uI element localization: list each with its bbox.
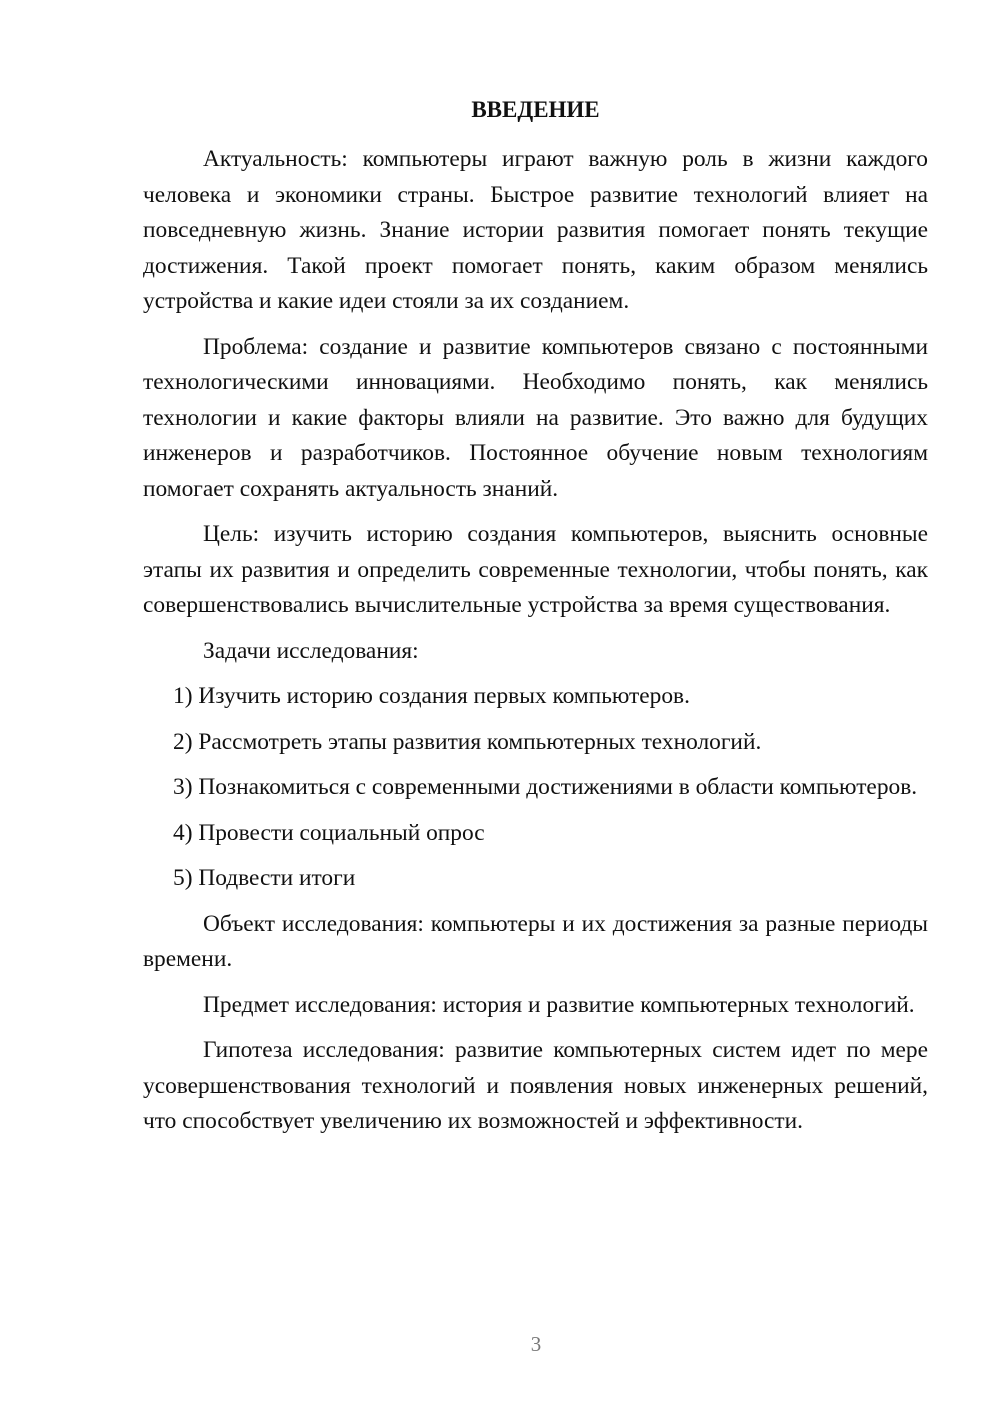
goal-paragraph: Цель: изучить историю создания компьютеров, выяснить основные этапы их развития и определить современные технологии, чтобы понять, как совершенствовались вычислительные устройства за время существования.: [143, 521, 928, 618]
problem-paragraph: Проблема: создание и развитие компьютеров связано с постоянными технологическими инновациями. Необходимо понять, как менялись технологии и какие факторы влияли на развитие. Это важно для будущих инженеров и разработчиков. Постоянное обучение новым технологиям помогает сохранять актуальность знаний.: [143, 333, 928, 502]
task-item: 4) Провести социальный опрос: [173, 819, 485, 846]
object-paragraph: Объект исследования: компьютеры и их достижения за разные периоды времени.: [143, 910, 928, 972]
task-item: 2) Рассмотреть этапы развития компьютерных технологий.: [173, 728, 762, 755]
task-item: 3) Познакомиться с современными достижениями в области компьютеров.: [173, 774, 918, 800]
hypothesis-paragraph: Гипотеза исследования: развитие компьютерных систем идет по мере усовершенствования технологий и появления новых инженерных решений, что способствует увеличению их возможностей и эффективности.: [143, 1037, 928, 1134]
page-title: ВВЕДЕНИЕ: [471, 97, 600, 122]
subject-paragraph: Предмет исследования: история и развитие компьютерных технологий.: [203, 991, 915, 1018]
task-item: 1) Изучить историю создания первых компьютеров.: [173, 683, 690, 709]
task-item: 5) Подвести итоги: [173, 865, 356, 891]
tasks-heading: Задачи исследования:: [203, 637, 419, 664]
relevance-paragraph: Актуальность: компьютеры играют важную роль в жизни каждого человека и экономики страны. Быстрое развитие технологий влияет на повседневную жизнь. Знание истории развития помогает понять текущие достижения. Такой проект помогает понять, каким образом менялись устройства и какие идеи стояли за их созданием.: [143, 146, 928, 314]
page-content: [143, 92, 928, 1150]
page-number: 3: [530, 1332, 542, 1356]
